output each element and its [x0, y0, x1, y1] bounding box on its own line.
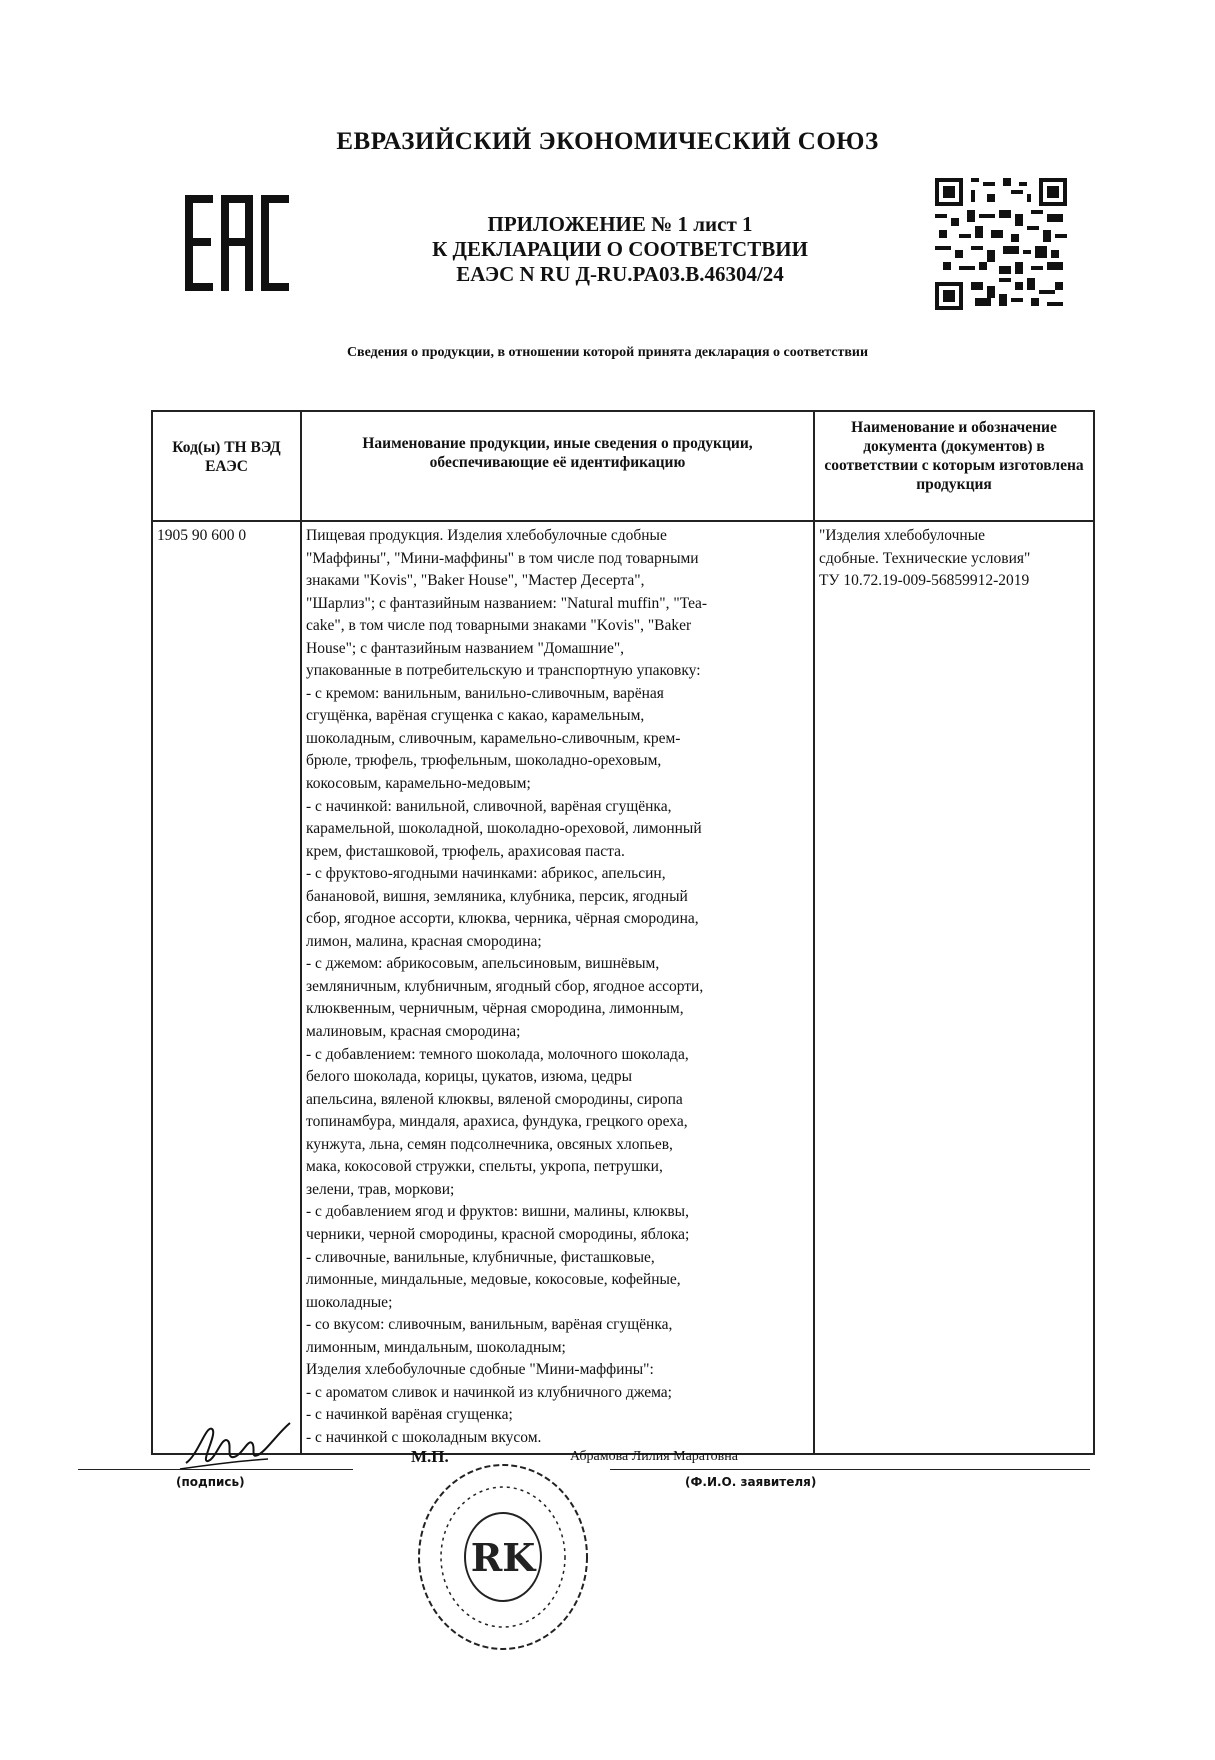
- header-product-name: Наименование продукции, иные сведения о продукции, обеспечивающие её идентификацию: [301, 411, 814, 521]
- stamp-monogram: RK: [470, 1535, 536, 1580]
- product-line: карамельной, шоколадной, шоколадно-ореховой, лимонный: [306, 820, 702, 838]
- product-line: - с джемом: абрикосовым, апельсиновым, вишнёвым,: [306, 955, 660, 973]
- product-line: кокосовым, карамельно-медовым;: [306, 775, 531, 793]
- product-info-heading: Сведения о продукции, в отношении которой принята декларация о соответствии: [346, 345, 869, 360]
- product-line: шоколадным, сливочным, карамельно-сливочным, крем-: [306, 729, 681, 747]
- product-line: - с ароматом сливок и начинкой из клубничного джема;: [306, 1383, 672, 1401]
- tn-ved-code: 1905 90 600 0: [152, 521, 301, 1454]
- signature-icon: [178, 1415, 298, 1475]
- applicant-line: [610, 1469, 1090, 1470]
- header-code: Код(ы) ТН ВЭД ЕАЭС: [152, 411, 301, 521]
- document-line: "Изделия хлебобулочные: [819, 527, 985, 544]
- product-line: топинамбура, миндаля, арахиса, фундука, грецкого ореха,: [306, 1113, 688, 1131]
- product-line: банановой, вишня, земляника, клубника, персик, ягодный: [306, 887, 688, 905]
- signature-caption: (подпись): [176, 1475, 245, 1489]
- union-title: ЕВРАЗИЙСКИЙ ЭКОНОМИЧЕСКИЙ СОЮЗ: [336, 128, 879, 155]
- annex-line-3: ЕАЭС N RU Д-RU.PA03.B.46304/24: [456, 262, 784, 286]
- product-line: лимонным, миндальным, шоколадным;: [306, 1338, 566, 1356]
- product-line: - с начинкой варёная сгущенка;: [306, 1406, 513, 1424]
- product-line: - сливочные, ванильные, клубничные, фисташковые,: [306, 1248, 655, 1266]
- signature-line: [78, 1469, 353, 1470]
- product-line: - с начинкой с шоколадным вкусом.: [306, 1428, 542, 1446]
- product-line: лимон, малина, красная смородина;: [306, 932, 542, 950]
- table-header-row: [152, 411, 1094, 521]
- annex-line-2: К ДЕКЛАРАЦИИ О СООТВЕТСТВИИ: [432, 237, 808, 261]
- product-line: House"; с фантазийным названием "Домашние",: [306, 639, 625, 657]
- annex-heading: [380, 212, 860, 287]
- document-line: ТУ 10.72.19-009-56859912-2019: [819, 572, 1030, 590]
- product-line: - с фруктово-ягодными начинками: абрикос, апельсин,: [306, 865, 666, 883]
- product-line: Пищевая продукция. Изделия хлебобулочные сдобные: [306, 527, 667, 544]
- product-line: - с начинкой: ванильной, сливочной, варёная сгущёнка,: [306, 797, 672, 815]
- product-line: упакованные в потребительскую и транспортную упаковку:: [306, 662, 701, 680]
- product-table: [151, 410, 1095, 1455]
- standard-document: [814, 521, 1094, 1454]
- table-row: [152, 521, 1094, 1454]
- applicant-name: Абрамова Лилия Маратовна: [570, 1449, 738, 1464]
- product-line: малиновым, красная смородина;: [306, 1023, 521, 1041]
- document-line: сдобные. Технические условия": [819, 549, 1031, 567]
- product-line: брюле, трюфель, трюфельным, шоколадно-ореховым,: [306, 752, 662, 770]
- product-line: крем, фисташковой, трюфель, арахисовая паста.: [306, 842, 625, 860]
- product-description: [301, 521, 814, 1454]
- product-line: знаками "Kovis", "Baker House", "Мастер Десерта",: [306, 572, 645, 590]
- mp-label: М.П.: [411, 1447, 449, 1466]
- product-line: апельсина, вяленой клюквы, вяленой смородины, сиропа: [306, 1090, 683, 1108]
- product-line: cake", в том числе под товарными знаками "Kovis", "Baker: [306, 617, 692, 635]
- header-document: Наименование и обозначение документа (документов) в соответствии с которым изготовлена продукция: [814, 411, 1094, 521]
- product-line: - с добавлением: темного шоколада, молочного шоколада,: [306, 1045, 689, 1063]
- product-line: "Маффины", "Мини-маффины" в том числе под товарными: [306, 549, 699, 567]
- product-line: "Шарлиз"; с фантазийным названием: "Natural muffin", "Tea-: [306, 594, 708, 612]
- product-line: сгущёнка, варёная сгущенка с какао, карамельным,: [306, 707, 645, 725]
- company-stamp-icon: [408, 1445, 598, 1655]
- product-line: черники, черной смородины, красной смородины, яблока;: [306, 1225, 690, 1243]
- product-line: сбор, ягодное ассорти, клюква, черника, чёрная смородина,: [306, 910, 699, 928]
- product-line: - со вкусом: сливочным, ванильным, варёная сгущёнка,: [306, 1316, 673, 1334]
- product-line: лимонные, миндальные, медовые, кокосовые, кофейные,: [306, 1271, 681, 1289]
- product-line: клюквенным, черничным, чёрная смородина, лимонным,: [306, 1000, 684, 1018]
- product-line: Изделия хлебобулочные сдобные "Мини-маффины":: [306, 1361, 654, 1379]
- annex-line-1: ПРИЛОЖЕНИЕ № 1 лист 1: [487, 212, 753, 236]
- fio-caption: (Ф.И.О. заявителя): [685, 1475, 817, 1489]
- product-line: - с добавлением ягод и фруктов: вишни, малины, клюквы,: [306, 1203, 689, 1221]
- product-line: - с кремом: ванильным, ванильно-сливочным, варёная: [306, 684, 664, 702]
- product-line: земляничным, клубничным, ягодный сбор, ягодное ассорти,: [306, 977, 704, 995]
- product-line: зелени, трав, моркови;: [306, 1180, 455, 1198]
- qr-code-icon: [935, 178, 1067, 310]
- product-line: шоколадные;: [306, 1293, 393, 1311]
- product-line: кунжута, льна, семян подсолнечника, овсяных хлопьев,: [306, 1135, 673, 1153]
- eac-mark-icon: [183, 193, 293, 293]
- product-line: мака, кокосовой стружки, спельты, укропа, петрушки,: [306, 1158, 663, 1176]
- product-line: белого шоколада, корицы, цукатов, изюма, цедры: [306, 1068, 633, 1086]
